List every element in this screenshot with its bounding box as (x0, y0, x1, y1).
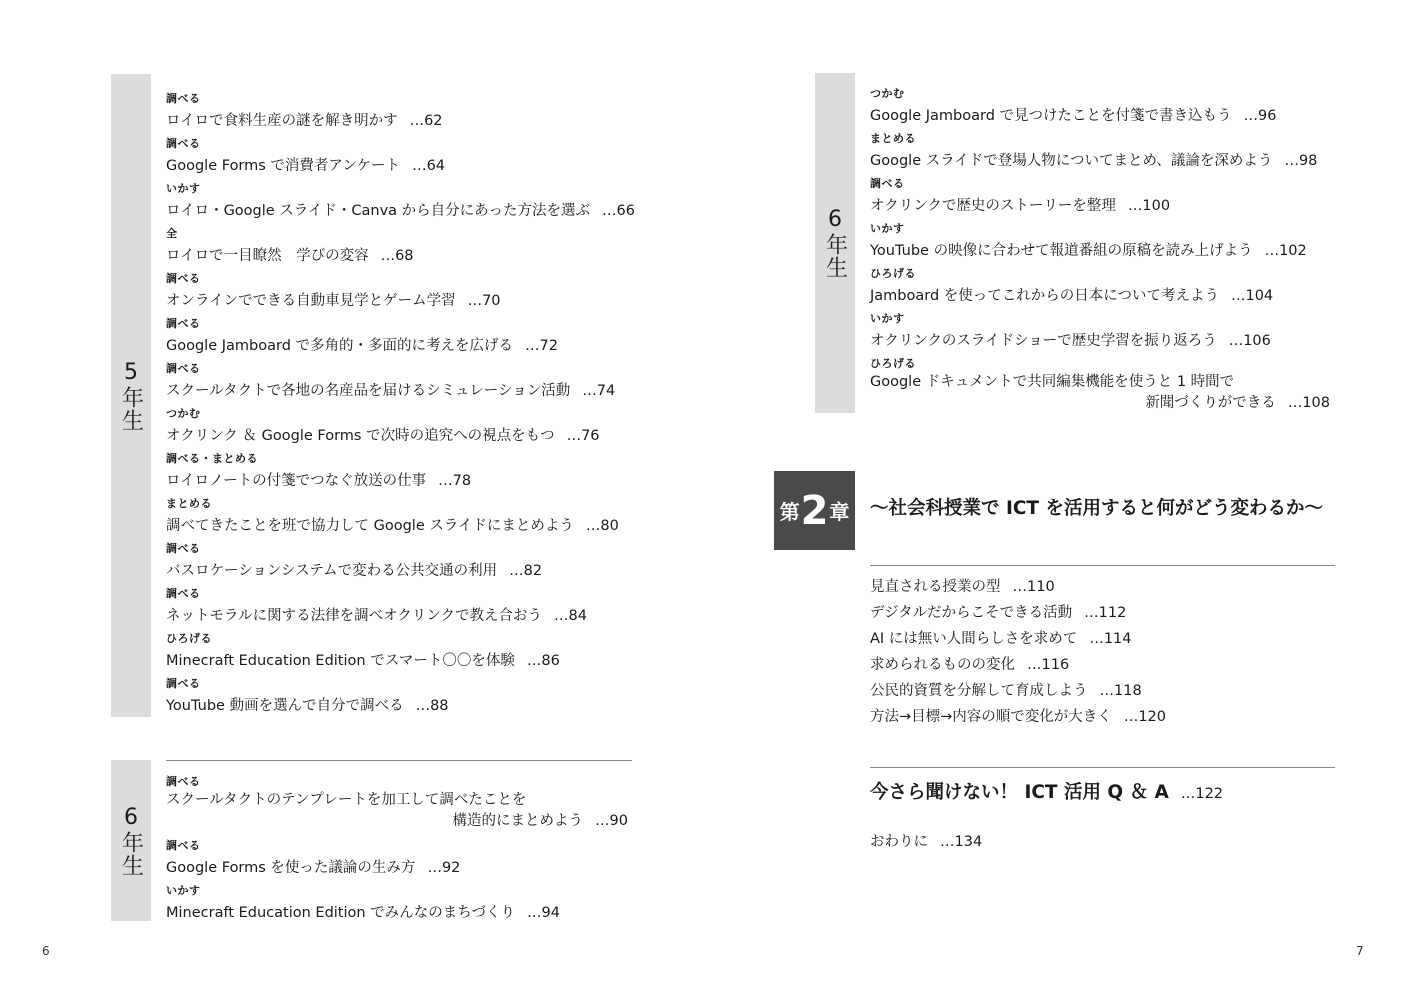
toc-entry-title: Jamboard を使ってこれからの日本について考えよう (870, 288, 1219, 304)
toc-entry-title: オンラインでできる自動車見学とゲーム学習 (166, 293, 456, 309)
grade6-toc-list-right (870, 86, 1330, 413)
toc-entry[interactable] (166, 406, 635, 451)
toc-entry[interactable] (166, 774, 628, 831)
toc-entry-page: …72 (525, 338, 558, 354)
toc-entry[interactable] (166, 451, 635, 496)
toc-entry-title: Google スライドで登場人物についてまとめ、議論を深めよう (870, 153, 1273, 169)
toc-entry-category: 調べる・まとめる (166, 452, 258, 465)
grade5-toc-list (166, 91, 635, 721)
toc-entry-title: 見直される授業の型 (870, 579, 1001, 595)
toc-entry-category: いかす (870, 222, 905, 235)
chapter-suffix: 章 (829, 500, 850, 524)
qa-divider (870, 767, 1335, 768)
toc-entry-category: 調べる (166, 137, 201, 150)
grade6-tab-left (111, 760, 151, 921)
toc-entry[interactable] (870, 356, 1330, 413)
toc-entry-category: ひろげる (870, 267, 916, 280)
toc-entry-page: …88 (415, 698, 449, 714)
toc-entry[interactable] (870, 266, 1330, 311)
toc-entry-page: …114 (1089, 631, 1132, 647)
toc-entry-category: いかす (870, 312, 905, 325)
toc-entry-title: Google Jamboard で見つけたことを付箋で書き込もう (870, 108, 1232, 124)
toc-entry-page: …66 (602, 203, 635, 219)
toc-entry-category: 調べる (166, 317, 201, 330)
toc-entry-page: …118 (1099, 683, 1142, 699)
toc-entry-page: …86 (526, 653, 560, 669)
toc-entry-title: デジタルだからこそできる活動 (870, 605, 1073, 621)
toc-entry[interactable] (166, 316, 635, 361)
toc-entry-category: 調べる (166, 587, 201, 600)
toc-entry-page: …104 (1230, 288, 1274, 304)
toc-entry[interactable] (870, 86, 1330, 131)
toc-entry[interactable] (166, 676, 635, 721)
toc-entry-page: …82 (509, 563, 543, 579)
toc-entry-page: …70 (467, 293, 501, 309)
toc-entry[interactable] (870, 176, 1330, 221)
toc-entry-title: AI には無い人間らしさを求めて (870, 631, 1078, 647)
toc-entry[interactable] (870, 311, 1330, 356)
toc-entry-title: ネットモラルに関する法律を調べオクリンクで教え合おう (166, 608, 542, 624)
toc-entry[interactable] (870, 221, 1330, 266)
toc-entry-category: 調べる (166, 775, 201, 788)
toc-entry-title-continued: 新聞づくりができる (1145, 395, 1276, 411)
toc-entry-title: Google ドキュメントで共同編集機能を使うと 1 時間で (870, 374, 1235, 390)
toc-entry-title: YouTube 動画を選んで自分で調べる (166, 698, 404, 714)
toc-entry-title: Minecraft Education Edition でみんなのまちづくり (166, 905, 516, 921)
toc-entry-page: …62 (409, 113, 443, 129)
closing-entry[interactable] (870, 830, 982, 851)
toc-entry-page: …84 (553, 608, 587, 624)
grade6-tab-right (815, 73, 855, 413)
qa-title: 今さら聞けない！ ICT 活用 Q ＆ A (870, 782, 1169, 803)
chapter2-toc-list (870, 574, 1166, 730)
section-divider (166, 760, 632, 761)
toc-entry[interactable] (166, 226, 635, 271)
toc-entry-category: ひろげる (166, 632, 212, 645)
toc-entry[interactable] (166, 541, 635, 586)
toc-entry-title: スクールタクトで各地の名産品を届けるシミュレーション活動 (166, 383, 571, 399)
grade6-label: 6年生 (822, 207, 848, 279)
toc-entry-page: …96 (1243, 108, 1277, 124)
toc-entry[interactable] (166, 838, 628, 883)
toc-entry-title: ロイロノートの付箋でつなぐ放送の仕事 (166, 473, 427, 489)
toc-entry-category: 調べる (166, 92, 201, 105)
toc-entry-title: Google Forms で消費者アンケート (166, 158, 401, 174)
toc-entry[interactable] (166, 883, 628, 928)
grade5-tab (111, 74, 151, 717)
toc-entry-title: YouTube の映像に合わせて報道番組の原稿を読み上げよう (870, 243, 1253, 259)
toc-entry-category: つかむ (166, 407, 201, 420)
chapter-badge (774, 471, 855, 550)
toc-entry[interactable] (870, 626, 1166, 652)
toc-entry[interactable] (166, 181, 635, 226)
toc-entry-category: いかす (166, 182, 201, 195)
toc-entry[interactable] (166, 136, 635, 181)
toc-entry-title: オクリンクで歴史のストーリーを整理 (870, 198, 1116, 214)
toc-entry-title: バスロケーションシステムで変わる公共交通の利用 (166, 563, 498, 579)
qa-page: …122 (1180, 786, 1224, 802)
toc-entry-title: 方法→目標→内容の順で変化が大きく (870, 709, 1112, 725)
toc-entry-page: …110 (1012, 579, 1055, 595)
toc-entry[interactable] (166, 271, 635, 316)
chapter-title[interactable]: ～社会科授業で ICT を活用すると何がどう変わるか～ (870, 498, 1323, 519)
toc-entry-page: …78 (438, 473, 472, 489)
toc-entry-category: 全 (166, 227, 178, 240)
toc-entry-page: …74 (582, 383, 616, 399)
toc-entry-category: つかむ (870, 87, 905, 100)
toc-entry-page: …80 (585, 518, 619, 534)
toc-entry[interactable] (166, 91, 635, 136)
toc-entry-title: Google Jamboard で多角的・多面的に考えを広げる (166, 338, 514, 354)
chapter-divider (870, 565, 1335, 566)
toc-entry[interactable] (870, 574, 1166, 600)
toc-entry-page: …90 (595, 813, 628, 829)
toc-entry-title: 公民的資質を分解して育成しよう (870, 683, 1088, 699)
toc-entry-page: …64 (412, 158, 446, 174)
toc-entry[interactable] (870, 678, 1166, 704)
toc-entry-category: 調べる (166, 272, 201, 285)
toc-entry-page: …94 (527, 905, 560, 921)
toc-entry-title: オクリンクのスライドショーで歴史学習を振り返ろう (870, 333, 1217, 349)
chapter-prefix: 第 (779, 500, 800, 524)
toc-entry-category: 調べる (166, 677, 201, 690)
qa-section-entry[interactable] (870, 778, 1223, 804)
closing-title: おわりに (870, 834, 928, 850)
grade6-toc-list-left (166, 774, 628, 928)
toc-entry-title: 調べてきたことを班で協力して Google スライドにまとめよう (166, 518, 574, 534)
toc-entry-category: ひろげる (870, 357, 916, 370)
toc-entry-title: ロイロ・Google スライド・Canva から自分にあった方法を選ぶ (166, 203, 591, 219)
toc-entry-title-continued: 構造的にまとめよう (452, 813, 584, 829)
toc-entry[interactable] (166, 496, 635, 541)
toc-entry-page: …108 (1287, 395, 1330, 411)
toc-entry-title: Google Forms を使った議論の生み方 (166, 860, 416, 876)
page-number-left: 6 (42, 944, 50, 958)
toc-entry[interactable] (870, 131, 1330, 176)
toc-entry-title: ロイロで一目瞭然 学びの変容 (166, 248, 369, 264)
toc-entry-page: …116 (1027, 657, 1070, 673)
toc-entry[interactable] (166, 586, 635, 631)
grade5-label: 5年生 (118, 359, 144, 432)
toc-entry-category: いかす (166, 884, 201, 897)
toc-entry[interactable] (870, 600, 1166, 626)
toc-entry-page: …106 (1228, 333, 1271, 349)
toc-entry-category: 調べる (870, 177, 905, 190)
toc-entry[interactable] (870, 652, 1166, 678)
toc-entry-category: 調べる (166, 542, 201, 555)
toc-entry-page: …112 (1084, 605, 1127, 621)
toc-entry-page: …102 (1264, 243, 1307, 259)
toc-entry[interactable] (166, 361, 635, 406)
toc-entry-title: Minecraft Education Edition でスマート〇〇を体験 (166, 653, 515, 669)
toc-entry[interactable] (166, 631, 635, 676)
chapter-number: 2 (800, 487, 829, 534)
toc-entry-page: …98 (1284, 153, 1318, 169)
toc-entry-title: 求められるものの変化 (870, 657, 1015, 673)
toc-entry[interactable] (870, 704, 1166, 730)
closing-page: …134 (940, 834, 983, 850)
toc-entry-category: まとめる (870, 132, 916, 145)
toc-entry-title: スクールタクトのテンプレートを加工して調べたことを (166, 792, 527, 808)
page-number-right: 7 (1356, 944, 1364, 958)
toc-entry-page: …100 (1127, 198, 1171, 214)
toc-entry-page: …120 (1123, 709, 1166, 725)
grade6-label: 6年生 (118, 804, 144, 877)
toc-entry-page: …92 (427, 860, 461, 876)
toc-entry-page: …68 (380, 248, 414, 264)
toc-entry-category: 調べる (166, 362, 201, 375)
toc-entry-title: ロイロで食料生産の謎を解き明かす (166, 113, 398, 129)
toc-entry-title: オクリンク ＆ Google Forms で次時の追究への視点をもつ (166, 428, 555, 444)
toc-entry-category: 調べる (166, 839, 201, 852)
toc-entry-page: …76 (566, 428, 600, 444)
toc-entry-category: まとめる (166, 497, 212, 510)
